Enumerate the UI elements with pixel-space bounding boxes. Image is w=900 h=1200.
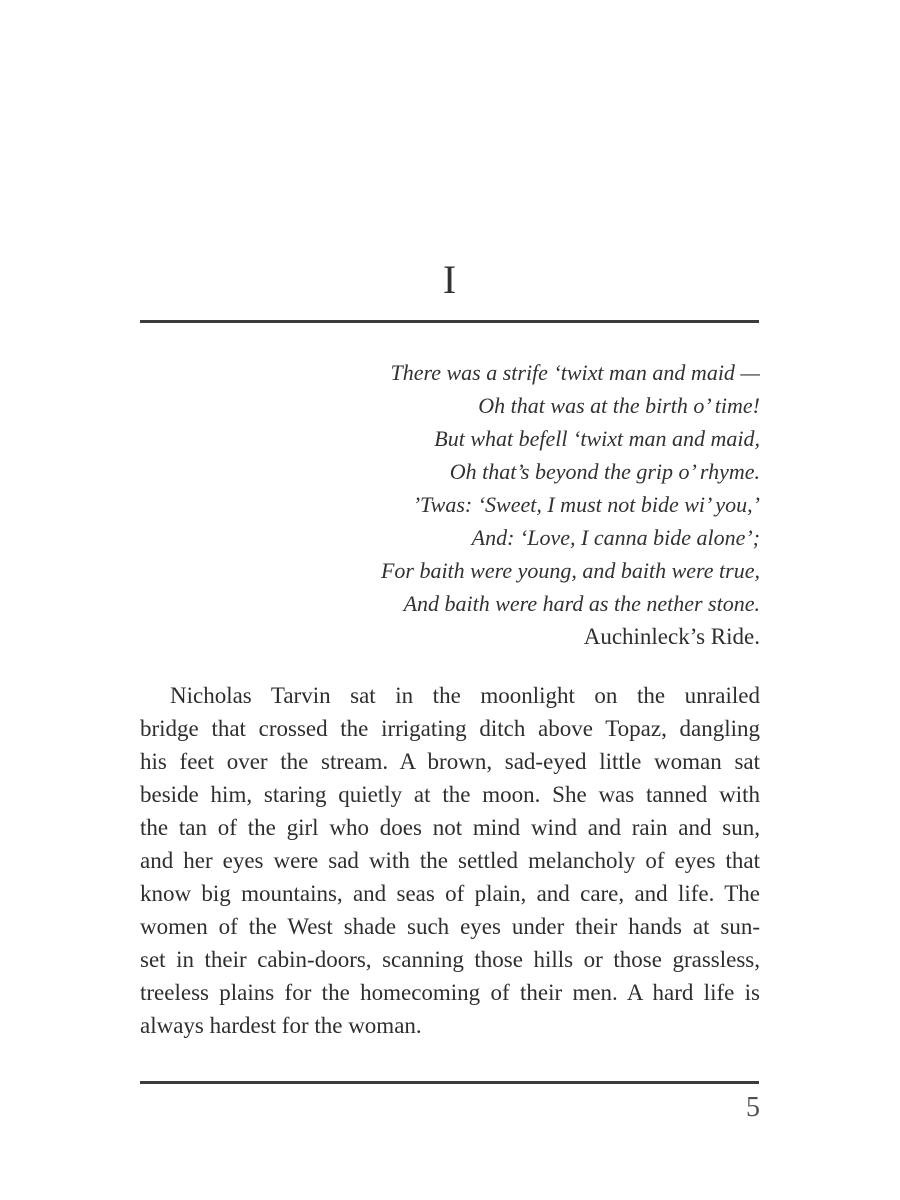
body-paragraph [140, 679, 760, 1042]
text-line: set in their cabin-doors, scanning those hills or those grassless, [140, 947, 760, 972]
text-line: know big mountains, and seas of plain, and care, and life. The [140, 881, 760, 906]
epigraph-poem [140, 356, 760, 653]
page-number: 5 [746, 1092, 760, 1123]
top-divider-rule [140, 320, 759, 323]
epigraph-attribution: Auchinleck’s Ride. [583, 624, 760, 649]
text-line: beside him, staring quietly at the moon. She was tanned with [140, 782, 760, 807]
epigraph-lines [140, 356, 760, 620]
poem-line: ’Twas: ‘Sweet, I must not bide wi’ you,’ [412, 492, 760, 517]
text-line: and her eyes were sad with the settled melancholy of eyes that [140, 848, 760, 873]
chapter-numeral: I [442, 257, 458, 302]
poem-line: For baith were young, and baith were true, [380, 558, 760, 583]
poem-line: But what befell ‘twixt man and maid, [434, 426, 760, 451]
text-line: treeless plains for the homecoming of their men. A hard life is [140, 980, 760, 1005]
text-line: always hardest for the woman. [140, 1013, 422, 1038]
poem-line: And: ‘Love, I canna bide alone’; [471, 525, 760, 550]
poem-line: And baith were hard as the nether stone. [403, 591, 760, 616]
poem-line: Oh that was at the birth o’ time! [478, 393, 760, 418]
text-line: bridge that crossed the irrigating ditch above Topaz, dangling [140, 716, 760, 741]
text-line: women of the West shade such eyes under their hands at sun- [140, 914, 760, 939]
poem-line: There was a strife ‘twixt man and maid — [390, 360, 760, 385]
text-line: Nicholas Tarvin sat in the moonlight on the unrailed [170, 683, 760, 708]
bottom-divider-rule [140, 1081, 759, 1084]
text-line: his feet over the stream. A brown, sad-eyed little woman sat [140, 749, 760, 774]
text-line: the tan of the girl who does not mind wind and rain and sun, [140, 815, 760, 840]
poem-line: Oh that’s beyond the grip o’ rhyme. [449, 459, 760, 484]
